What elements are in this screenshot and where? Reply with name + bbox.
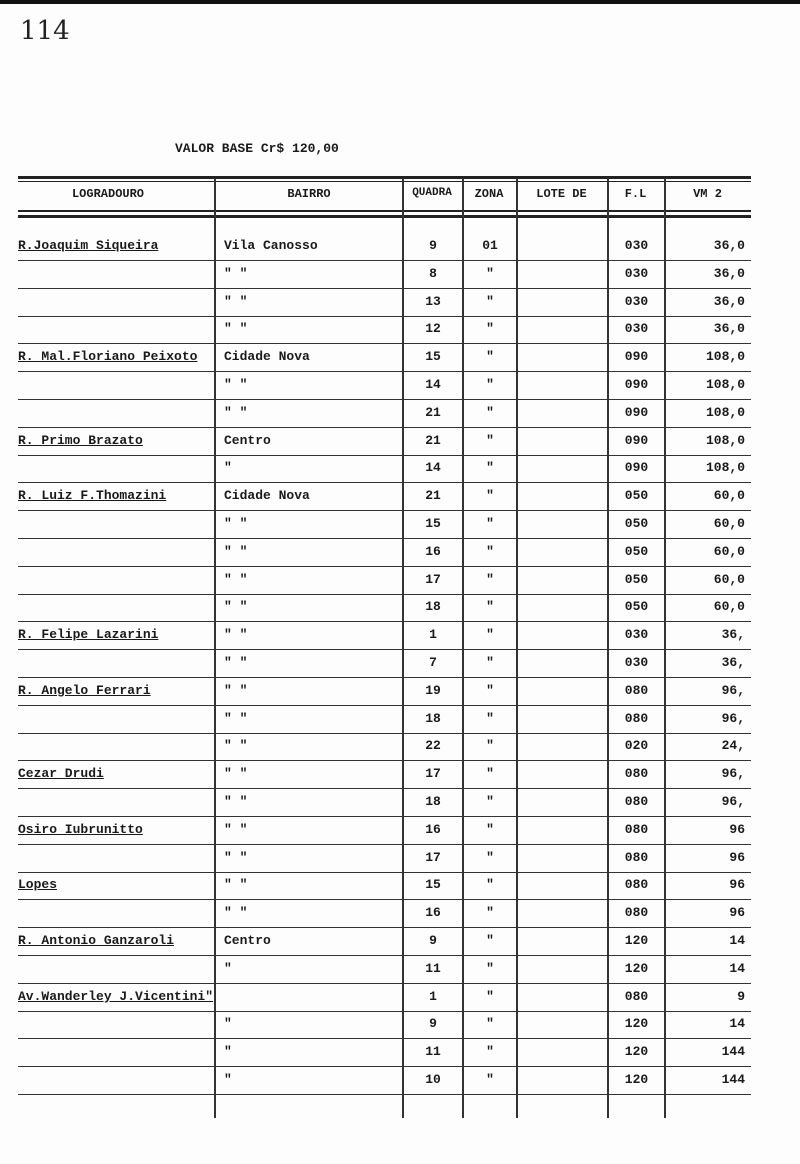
cell-quadra: 17 [425,571,441,587]
cell-bairro: " [224,460,232,476]
table-row [18,399,751,428]
cell-bairro: " " [224,627,248,643]
cell-logradouro: R. Felipe Lazarini [18,627,159,643]
cell-bairro: Centro [224,432,271,448]
table-row [18,732,751,761]
header-quadra: QUADRA [412,187,452,199]
cell-quadra: 11 [425,960,441,976]
cell-fl: 030 [624,265,649,281]
table-row [18,427,751,456]
cell-zona: " [486,988,494,1004]
header-logradouro: LOGRADOURO [71,187,144,201]
cell-bairro: " " [224,404,248,420]
table-row [18,955,751,984]
cell-fl: 120 [624,1072,649,1087]
cell-quadra: 18 [425,794,441,809]
cell-vm2: 108,0 [705,349,745,365]
cell-bairro: " " [224,682,248,698]
header-bairro: BAIRRO [287,187,331,201]
cell-vm2: 60,0 [713,571,745,587]
cell-vm2: 36,0 [713,293,745,309]
cell-quadra: 15 [425,516,441,531]
cell-fl: 050 [624,599,649,615]
cell-fl: 120 [624,960,649,976]
cell-fl: 090 [624,404,649,420]
cell-vm2: 36,0 [713,321,745,337]
cell-zona: " [486,794,494,809]
cell-zona: " [486,766,494,782]
cell-bairro: " " [224,655,248,670]
table-row [18,315,751,344]
cell-vm2: 96 [729,849,745,865]
cell-zona: " [486,960,494,976]
cell-vm2: 96, [721,682,745,698]
cell-bairro: " [224,1016,232,1032]
cell-logradouro: R. Mal.Floriano Peixoto [18,349,198,365]
cell-fl: 080 [624,682,649,698]
scan-top-edge [0,0,800,4]
cell-vm2: 60,0 [713,543,745,559]
header-rule [18,210,751,212]
cell-fl: 030 [624,238,649,253]
cell-bairro: " " [224,293,248,309]
cell-fl: 080 [624,766,649,782]
cell-logradouro: R.Joaquim Siqueira [18,238,159,253]
cell-fl: 120 [624,1044,649,1060]
cell-bairro: " " [224,877,248,893]
cell-quadra: 15 [425,877,441,893]
cell-quadra: 21 [425,432,441,448]
cell-fl: 090 [624,432,649,448]
table-row [18,1010,751,1039]
cell-quadra: 13 [425,293,441,309]
cell-vm2: 9 [737,988,745,1004]
cell-fl: 120 [624,1016,649,1032]
cell-vm2: 108,0 [705,404,745,420]
cell-fl: 030 [624,627,649,643]
cell-bairro: Cidade Nova [224,488,310,504]
cell-bairro: " " [224,905,248,921]
page-number: 114 [20,16,70,46]
document-title: VALOR BASE Cr$ 120,00 [175,141,339,156]
cell-zona: " [486,571,494,587]
cell-fl: 050 [624,543,649,559]
cell-vm2: 14 [729,933,745,948]
cell-vm2: 108,0 [705,377,745,392]
cell-zona: " [486,265,494,281]
cell-zona: 01 [482,238,498,253]
cell-logradouro: R. Primo Brazato [18,432,143,448]
cell-quadra: 17 [425,849,441,865]
cell-zona: " [486,321,494,337]
cell-bairro: " " [224,599,248,615]
table-row [18,983,751,1012]
table-top-rule [18,176,751,179]
cell-quadra: 7 [429,655,437,670]
cell-quadra: 19 [425,682,441,698]
cell-bairro: " " [224,738,248,754]
cell-bairro: " " [224,543,248,559]
cell-zona: " [486,516,494,531]
cell-vm2: 96 [729,905,745,921]
cell-vm2: 36,0 [713,238,745,253]
table-row [18,788,751,817]
cell-vm2: 96, [721,710,745,726]
cell-zona: " [486,377,494,392]
cell-bairro: " " [224,794,248,809]
cell-vm2: 108,0 [705,460,745,476]
cell-logradouro: R. Antonio Ganzaroli [18,933,175,948]
cell-zona: " [486,460,494,476]
table-row [18,538,751,567]
cell-logradouro: R. Luiz F.Thomazini [18,488,167,504]
cell-fl: 050 [624,516,649,531]
cell-zona: " [486,404,494,420]
cell-fl: 080 [624,849,649,865]
cell-zona: " [486,293,494,309]
cell-fl: 090 [624,460,649,476]
cell-vm2: 96 [729,821,745,837]
cell-bairro: " " [224,821,248,837]
table-row [18,482,751,511]
cell-quadra: 16 [425,905,441,921]
cell-quadra: 9 [429,1016,437,1032]
table-row [18,927,751,956]
cell-quadra: 22 [425,738,441,754]
cell-vm2: 144 [721,1044,745,1060]
table-row [18,371,751,400]
cell-bairro: " [224,960,232,976]
table-row [18,649,751,678]
cell-logradouro: Osiro Iubrunitto [18,821,143,837]
cell-quadra: 14 [425,460,441,476]
cell-fl: 080 [624,877,649,893]
cell-bairro: " [224,1044,232,1060]
cell-vm2: 36, [721,655,745,670]
cell-zona: " [486,349,494,365]
cell-logradouro: Av.Wanderley J.Vicentini" [18,988,214,1004]
cell-bairro: " " [224,321,248,337]
cell-quadra: 21 [425,488,441,504]
cell-zona: " [486,682,494,698]
cell-quadra: 15 [425,349,441,365]
cell-fl: 120 [624,933,649,948]
header-zona: ZONA [474,187,504,201]
cell-vm2: 96, [721,794,745,809]
cell-bairro: " " [224,571,248,587]
cell-vm2: 144 [721,1072,745,1087]
table-top-rule-2 [18,181,751,182]
cell-zona: " [486,1044,494,1060]
table-row [18,871,751,900]
cell-quadra: 11 [425,1044,441,1060]
cell-fl: 080 [624,794,649,809]
cell-bairro: " " [224,377,248,392]
cell-bairro: Vila Canosso [224,238,318,253]
cell-bairro: " " [224,766,248,782]
cell-logradouro: Lopes [18,877,58,893]
table-row [18,844,751,873]
cell-fl: 050 [624,571,649,587]
cell-fl: 030 [624,293,649,309]
table-row [18,677,751,706]
cell-quadra: 18 [425,710,441,726]
table-row [18,1038,751,1067]
cell-bairro: " " [224,265,248,281]
cell-quadra: 1 [429,627,437,643]
cell-bairro: Centro [224,933,271,948]
cell-bairro: " " [224,710,248,726]
cell-zona: " [486,655,494,670]
table-row [18,232,751,261]
cell-quadra: 14 [425,377,441,392]
cell-vm2: 60,0 [713,599,745,615]
cell-quadra: 16 [425,821,441,837]
cell-zona: " [486,1016,494,1032]
table-row [18,705,751,734]
cell-quadra: 21 [425,404,441,420]
cell-vm2: 36,0 [713,265,745,281]
cell-zona: " [486,432,494,448]
header-vm2: VM 2 [693,187,722,201]
header-rule-2 [18,215,751,218]
cell-vm2: 14 [729,1016,745,1032]
cell-vm2: 14 [729,960,745,976]
cell-bairro: " " [224,849,248,865]
cell-bairro: " " [224,516,248,531]
table-row [18,510,751,539]
cell-vm2: 60,0 [713,488,745,504]
cell-fl: 080 [624,988,649,1004]
cell-fl: 050 [624,488,649,504]
cell-zona: " [486,599,494,615]
table-row [18,760,751,789]
table-row [18,288,751,317]
table-row [18,260,751,289]
table-row [18,621,751,650]
table-row [18,899,751,928]
cell-zona: " [486,543,494,559]
cell-bairro: " [224,1072,232,1087]
cell-bairro: Cidade Nova [224,349,310,365]
header-fl: F.L [624,187,647,201]
cell-zona: " [486,710,494,726]
cell-quadra: 9 [429,238,437,253]
cell-quadra: 8 [429,265,437,281]
cell-vm2: 36, [721,627,745,643]
cell-quadra: 1 [429,988,437,1004]
header-lote: LOTE DE [536,187,587,201]
cell-fl: 090 [624,377,649,392]
cell-quadra: 18 [425,599,441,615]
cell-vm2: 60,0 [713,516,745,531]
cell-quadra: 12 [425,321,441,337]
cell-zona: " [486,627,494,643]
cell-zona: " [486,821,494,837]
cell-quadra: 10 [425,1072,441,1087]
table-row [18,593,751,622]
cell-vm2: 108,0 [705,432,745,448]
table-row [18,343,751,372]
table-row [18,454,751,483]
cell-zona: " [486,488,494,504]
cell-vm2: 24, [721,738,745,754]
cell-logradouro: Cezar Drudi [18,766,104,782]
cell-zona: " [486,738,494,754]
cell-quadra: 9 [429,933,437,948]
cell-fl: 080 [624,905,649,921]
cell-zona: " [486,877,494,893]
cell-zona: " [486,849,494,865]
cell-fl: 030 [624,321,649,337]
cell-fl: 030 [624,655,649,670]
cell-vm2: 96, [721,766,745,782]
cell-zona: " [486,1072,494,1087]
table-row [18,816,751,845]
table-row [18,1066,751,1095]
cell-vm2: 96 [729,877,745,893]
cell-fl: 020 [624,738,649,754]
table-row [18,566,751,595]
cell-zona: " [486,933,494,948]
cell-fl: 090 [624,349,649,365]
cell-logradouro: R. Angelo Ferrari [18,682,151,698]
cell-fl: 080 [624,710,649,726]
cell-quadra: 16 [425,543,441,559]
cell-quadra: 17 [425,766,441,782]
cell-zona: " [486,905,494,921]
cell-fl: 080 [624,821,649,837]
